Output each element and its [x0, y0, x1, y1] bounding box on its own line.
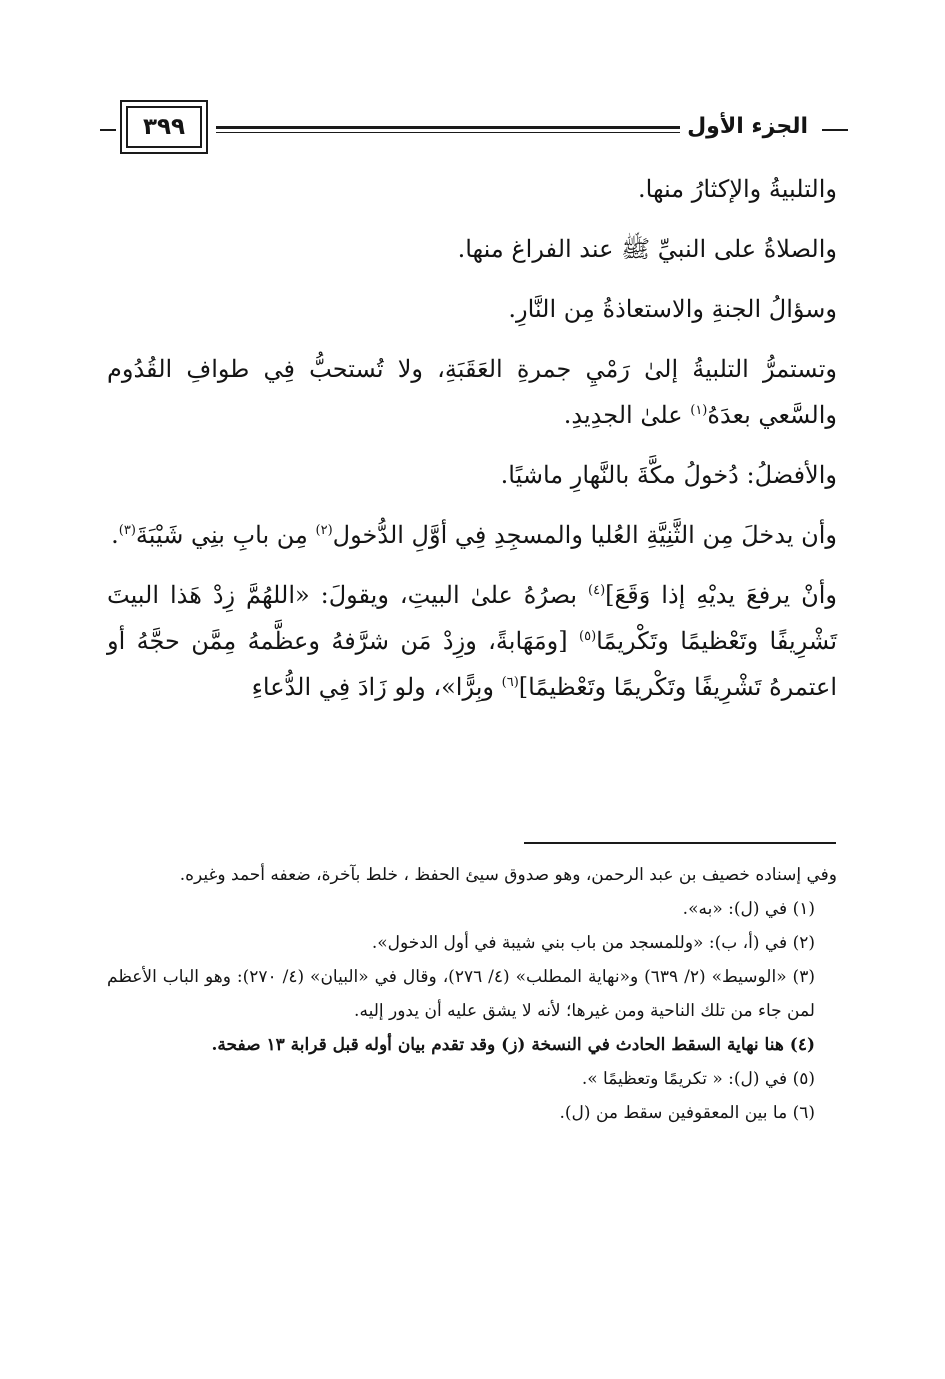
footnote-continued: وفي إسناده خصيف بن عبد الرحمن، وهو صدوق سيئ الحفظ ، خلط بآخرة، ضعفه أحمد وغيره. — [179, 865, 837, 885]
paragraph-text: وأنْ يرفعَ يديْهِ إذا وَقَعَ] — [605, 581, 837, 609]
footnote-6: (٦) ما بين المعقوفين سقط من (ل). — [559, 1103, 815, 1123]
header-rule-right — [822, 129, 848, 131]
paragraph — [107, 512, 837, 558]
paragraph-text: علىٰ الجدِيدِ. — [563, 401, 691, 429]
main-text — [107, 166, 837, 724]
footnote-2: (٢) في (أ، ب): «وللمسجد من باب بني شيبة في أول الدخول». — [371, 933, 815, 953]
volume-title: الجزء الأول — [687, 114, 808, 139]
footnote-separator — [524, 842, 836, 844]
paragraph-text: بصرُهُ علىٰ البيتِ، ويقولَ: «اللهُمَّ زِدْ هَذا البيتَ تَشْرِيفًا وتَعْظيمًا وتَكْريمًا — [107, 581, 838, 655]
paragraph-text: [ومَهَابةً، وزِدْ مَن شرَّفهُ وعظَّمهُ مِمَّن حجَّهُ أو اعتمرهُ تَشْرِيفًا وتَكْريمًا وتَعْظيمًا] — [107, 627, 837, 701]
page-number: ٣٩٩ — [126, 106, 202, 148]
footnote-3: (٣) «الوسيط» (٢/ ٦٣٩) و«نهاية المطلب» (٤/ ٢٧٦)، وقال في «البيان» (٤/ ٢٧٠): وهو الباب الأعظم لمن جاء من تلك الناحية ومن غيرها؛ لأنه لا يشق عليه أن يدور إليه. — [107, 967, 815, 1021]
header-rule-thick — [216, 126, 680, 129]
footnote-5: (٥) في (ل): « تكريمًا وتعظيمًا ». — [581, 1069, 815, 1089]
footnotes — [107, 858, 837, 1130]
paragraph-text: وسؤالُ الجنةِ والاستعاذةُ مِن النَّارِ. — [508, 295, 837, 323]
footnote-marker[interactable]: (٤) — [588, 583, 606, 598]
footnote-marker[interactable]: (٦) — [501, 675, 519, 690]
paragraph-text: وأن يدخلَ مِن الثَّنِيَّةِ العُليا والمسجِدِ فِي أوَّلِ الدُّخول — [332, 521, 837, 549]
footnote-marker[interactable]: (١) — [690, 403, 708, 418]
paragraph — [107, 572, 837, 710]
paragraph-text: والأفضلُ: دُخولُ مكَّةَ بالنَّهارِ ماشيًا. — [500, 461, 837, 489]
footnote-marker[interactable]: (٢) — [315, 523, 333, 538]
paragraph-text: وبِرًّا»، ولو زَادَ فِي الدُّعاءِ — [251, 673, 502, 701]
footnote-marker[interactable]: (٣) — [118, 523, 136, 538]
paragraph-text: والتلبيةُ والإكثارُ منها. — [638, 175, 837, 203]
page-number-frame — [120, 100, 208, 154]
paragraph — [107, 346, 837, 438]
paragraph — [107, 166, 837, 212]
header-double-rule — [216, 126, 680, 134]
footnote-1: (١) في (ل): «به». — [682, 899, 815, 919]
paragraph-text: والصلاةُ على النبيِّ ﷺ عند الفراغ منها. — [457, 235, 837, 263]
paragraph-text: . — [111, 521, 119, 549]
paragraph — [107, 226, 837, 272]
paragraph — [107, 452, 837, 498]
footnote-4: (٤) هنا نهاية السقط الحادث في النسخة (ز) وقد تقدم بيان أوله قبل قرابة ١٣ صفحة. — [211, 1035, 815, 1055]
paragraph — [107, 286, 837, 332]
footnote-marker[interactable]: (٥) — [579, 629, 597, 644]
paragraph-text: وتستمرُّ التلبيةُ إلىٰ رَمْيِ جمرةِ العَقَبَةِ، ولا تُستحبُّ فِي طوافِ القُدُوم والسَّعي بعدَهُ — [107, 355, 837, 429]
header-rule-left — [100, 129, 116, 131]
page-header — [100, 100, 848, 162]
paragraph-text: مِن بابِ بنِي شَيْبَةَ — [135, 521, 316, 549]
header-rule-thin — [216, 132, 680, 133]
